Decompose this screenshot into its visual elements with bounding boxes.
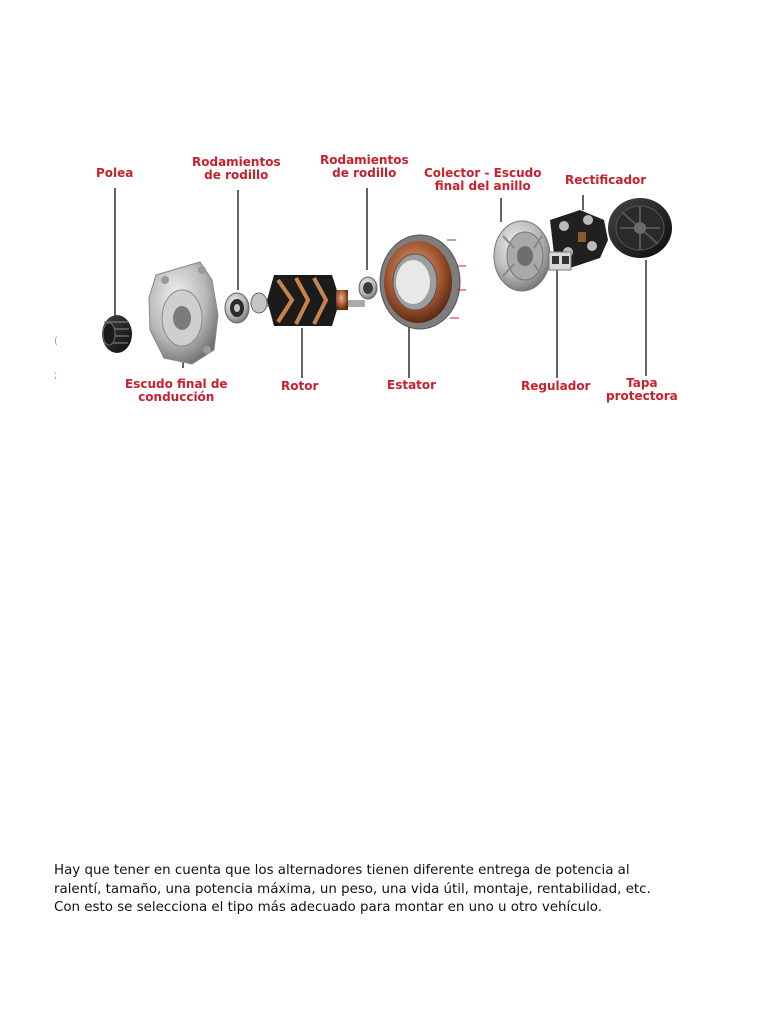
label-colector: Colector - Escudo final del anillo (424, 166, 542, 193)
bearing-1-part (225, 293, 249, 323)
label-escudo-final: Escudo final de conducción (125, 377, 228, 404)
label-rotor: Rotor (281, 379, 319, 393)
bearing-2-part (359, 277, 377, 299)
paragraph-line: ralentí, tamaño, una potencia máxima, un peso, una vida útil, montaje, rentabilidad, etc. (54, 881, 651, 897)
label-polea: Polea (96, 166, 134, 180)
label-estator: Estator (387, 378, 437, 392)
pulley-part (102, 315, 132, 353)
label-tapa-protectora: Tapa protectora (606, 376, 678, 403)
label-regulador: Regulador (521, 379, 591, 393)
slip-ring-end-shield-part (494, 221, 550, 291)
rotor-part (251, 275, 365, 326)
stator-part (380, 235, 466, 329)
alternator-exploded-diagram (52, 140, 712, 415)
drive-end-shield-part (149, 262, 218, 364)
regulator-part (549, 252, 571, 270)
label-rodamientos-1: Rodamientos de rodillo (192, 155, 281, 182)
svg-text:;: ; (54, 370, 58, 381)
body-paragraph (54, 862, 734, 918)
paragraph-line: Hay que tener en cuenta que los alternadores tienen diferente entrega de potencia al (54, 863, 630, 878)
label-rectificador: Rectificador (565, 173, 647, 187)
paragraph-line: Con esto se selecciona el tipo más adecuado para montar en uno u otro vehículo. (54, 900, 603, 915)
label-rodamientos-2: Rodamientos de rodillo (320, 153, 409, 180)
svg-text:(: ( (54, 336, 58, 347)
protective-cover-part (608, 198, 672, 258)
